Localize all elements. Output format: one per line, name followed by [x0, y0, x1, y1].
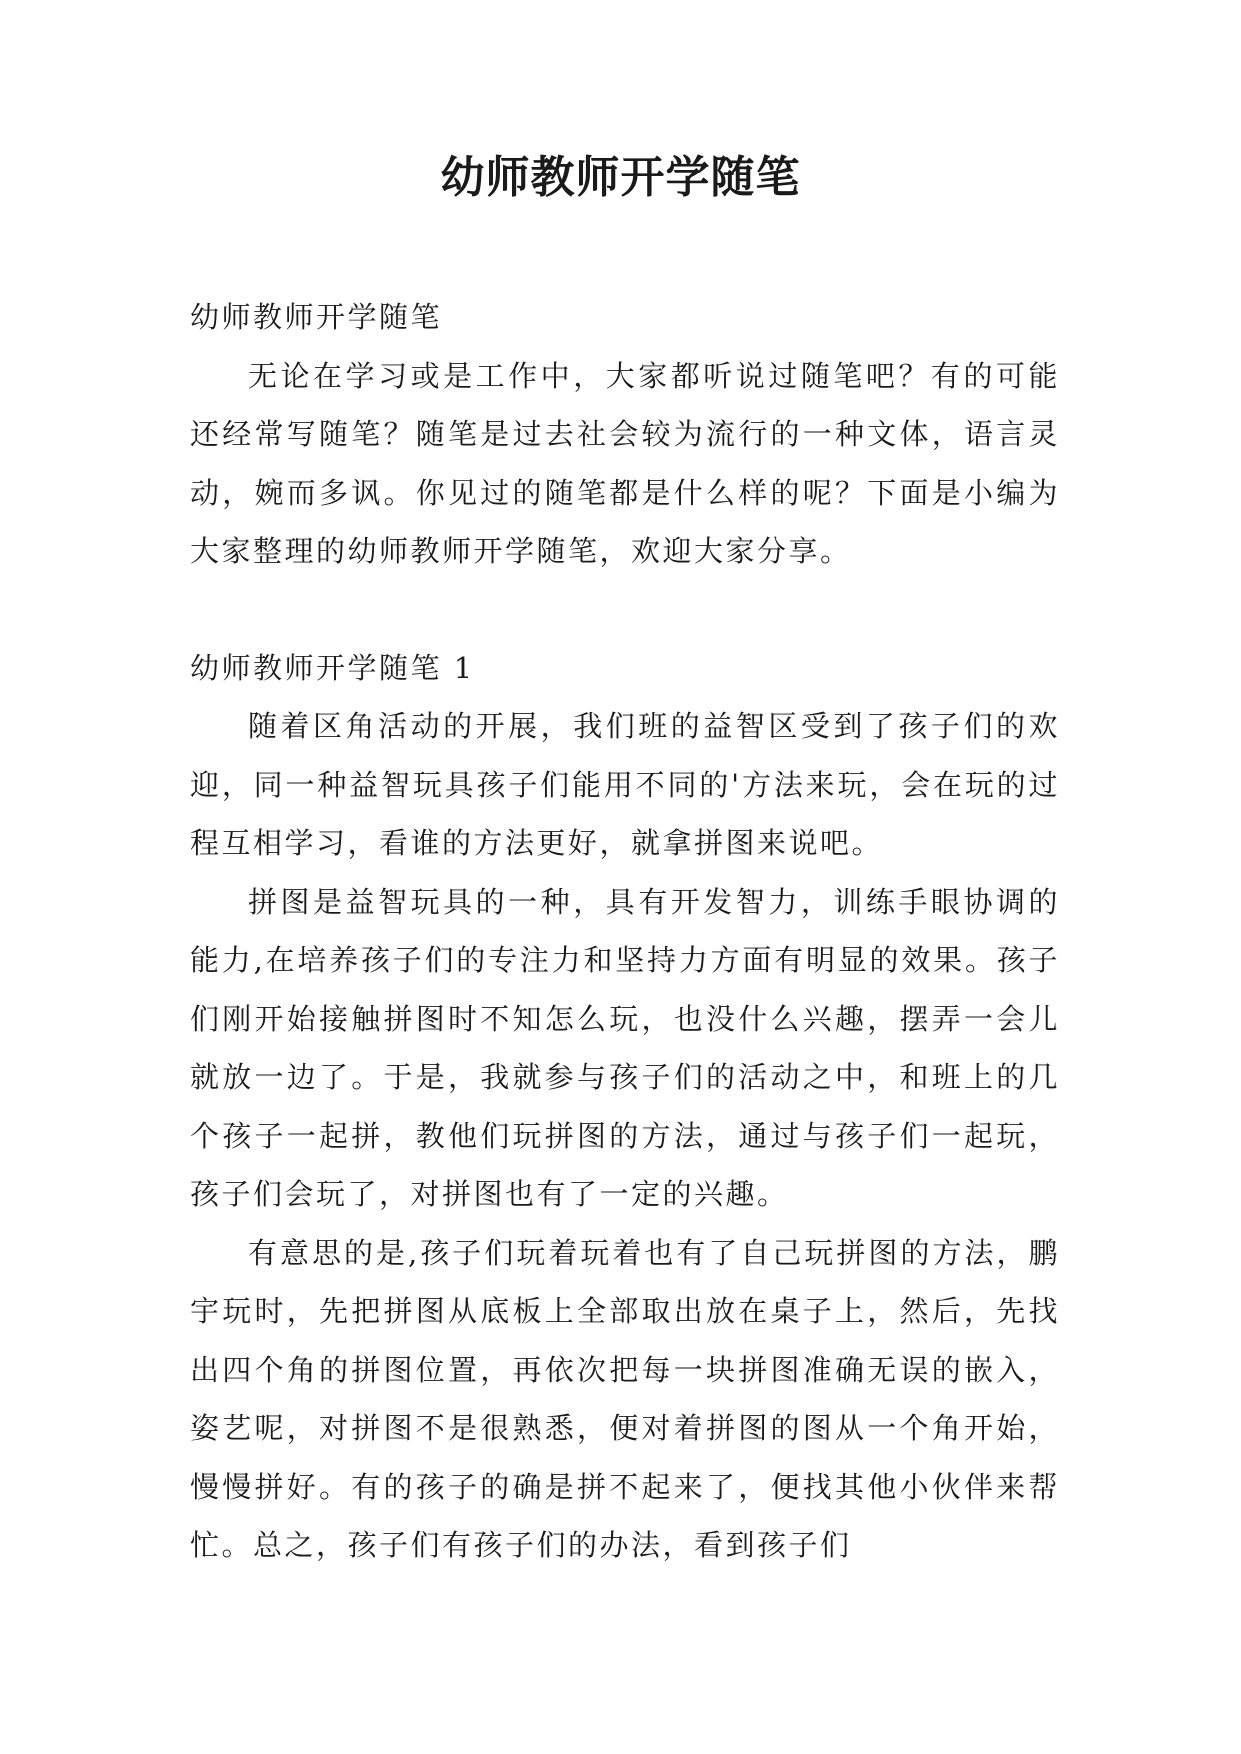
intro-heading: 幼师教师开学随笔	[190, 300, 443, 334]
intro-paragraph: 无论在学习或是工作中，大家都听说过随笔吧？有的可能还经常写随笔？随笔是过去社会较为流行的一种文体，语言灵动，婉而多讽。你见过的随笔都是什么样的呢？下面是小编为大家整理的幼师教师开学随笔，欢迎大家分享。	[190, 358, 1060, 568]
section-spacer	[190, 581, 1060, 639]
body-paragraph: 拼图是益智玩具的一种，具有开发智力，训练手眼协调的能力,在培养孩子们的专注力和坚持力方面有明显的效果。孩子们刚开始接触拼图时不知怎么玩，也没什么兴趣，摆弄一会儿就放一边了。于是，我就参与孩子们的活动之中，和班上的几个孩子一起拼，教他们玩拼图的方法，通过与孩子们一起玩，孩子们会玩了，对拼图也有了一定的兴趣。	[190, 884, 1060, 1211]
body-paragraph: 有意思的是,孩子们玩着玩着也有了自己玩拼图的方法，鹏宇玩时，先把拼图从底板上全部取出放在桌子上，然后，先找出四个角的拼图位置，再依次把每一块拼图准确无误的嵌入，姿艺呢，对拼图不是很熟悉，便对着拼图的图从一个角开始，慢慢拼好。有的孩子的确是拼不起来了，便找其他小伙伴来帮忙。总之，孩子们有孩子们的办法，看到孩子们	[190, 1235, 1060, 1562]
document-title: 幼师教师开学随笔	[440, 152, 801, 203]
section-heading: 幼师教师开学随笔 1	[190, 650, 475, 685]
body-paragraph: 随着区角活动的开展，我们班的益智区受到了孩子们的欢迎，同一种益智玩具孩子们能用不同的'方法来玩，会在玩的过程互相学习，看谁的方法更好，就拿拼图来说吧。	[190, 709, 1060, 860]
document-body	[190, 288, 1060, 1575]
